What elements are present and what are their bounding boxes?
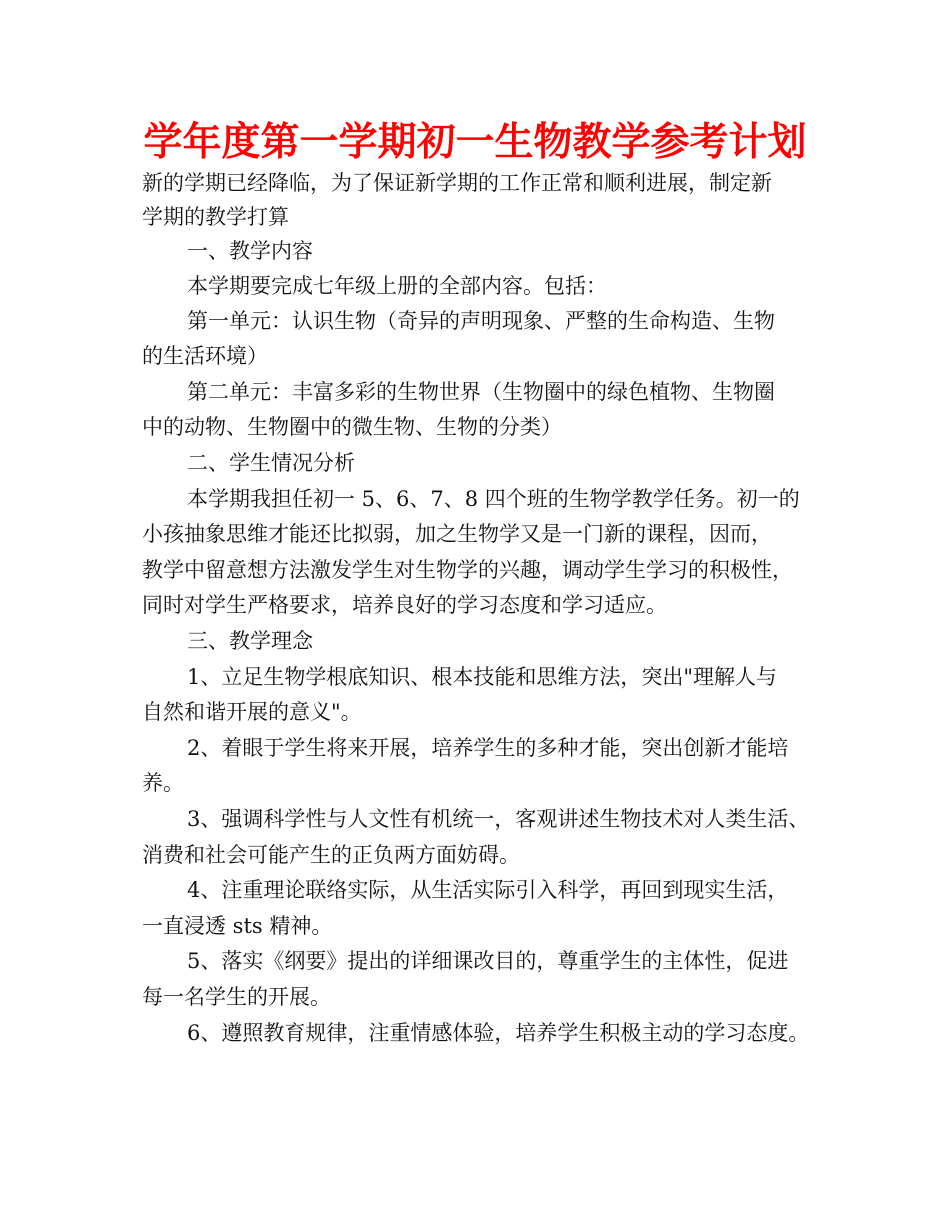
list-item-line: 自然和谐开展的意义"。 [142, 700, 362, 724]
paragraph-line: 小孩抽象思维才能还比拟弱，加之生物学又是一门新的课程，因而， [142, 522, 772, 546]
list-item-line: 4、注重理论联络实际，从生活实际引入科学，再回到现实生活， [187, 878, 789, 902]
list-item-line: 5、落实《纲要》提出的详细课改目的，尊重学生的主体性，促进 [187, 949, 789, 973]
intro-line-2: 学期的教学打算 [142, 205, 289, 229]
list-item-line: 6、遵照教育规律，注重情感体验，培养学生积极主动的学习态度。 [187, 1021, 810, 1045]
paragraph-line: 第一单元：认识生物（奇异的声明现象、严整的生命构造、生物 [187, 309, 775, 333]
paragraph-line: 中的动物、生物圈中的微生物、生物的分类） [142, 415, 562, 439]
document-title: 学年度第一学期初一生物教学参考计划 [143, 120, 807, 165]
section-heading-student-analysis: 二、学生情况分析 [187, 451, 355, 475]
section-heading-teaching-content: 一、教学内容 [187, 239, 313, 263]
paragraph-line: 第二单元：丰富多彩的生物世界（生物圈中的绿色植物、生物圈 [187, 380, 775, 404]
intro-line-1: 新的学期已经降临，为了保证新学期的工作正常和顺利进展，制定新 [142, 171, 772, 195]
list-item-line: 每一名学生的开展。 [142, 985, 331, 1009]
list-item-line: 1、立足生物学根底知识、根本技能和思维方法，突出"理解人与 [187, 665, 778, 689]
list-item-line: 消费和社会可能产生的正负两方面妨碍。 [142, 843, 520, 867]
paragraph-line: 本学期要完成七年级上册的全部内容。包括： [187, 274, 607, 298]
paragraph-line: 本学期我担任初一 5、6、7、8 四个班的生物学教学任务。初一的 [187, 487, 800, 511]
list-item-line: 一直浸透 sts 精神。 [142, 914, 333, 938]
paragraph-line: 教学中留意想方法激发学生对生物学的兴趣，调动学生学习的积极性， [142, 558, 793, 582]
section-heading-teaching-philosophy: 三、教学理念 [187, 629, 313, 653]
paragraph-line: 同时对学生严格要求，培养良好的学习态度和学习适应。 [142, 593, 667, 617]
list-item-line: 养。 [142, 771, 184, 795]
paragraph-line: 的生活环境） [142, 344, 268, 368]
list-item-line: 2、着眼于学生将来开展，培养学生的多种才能，突出创新才能培 [187, 736, 789, 760]
list-item-line: 3、强调科学性与人文性有机统一，客观讲述生物技术对人类生活、 [187, 807, 810, 831]
